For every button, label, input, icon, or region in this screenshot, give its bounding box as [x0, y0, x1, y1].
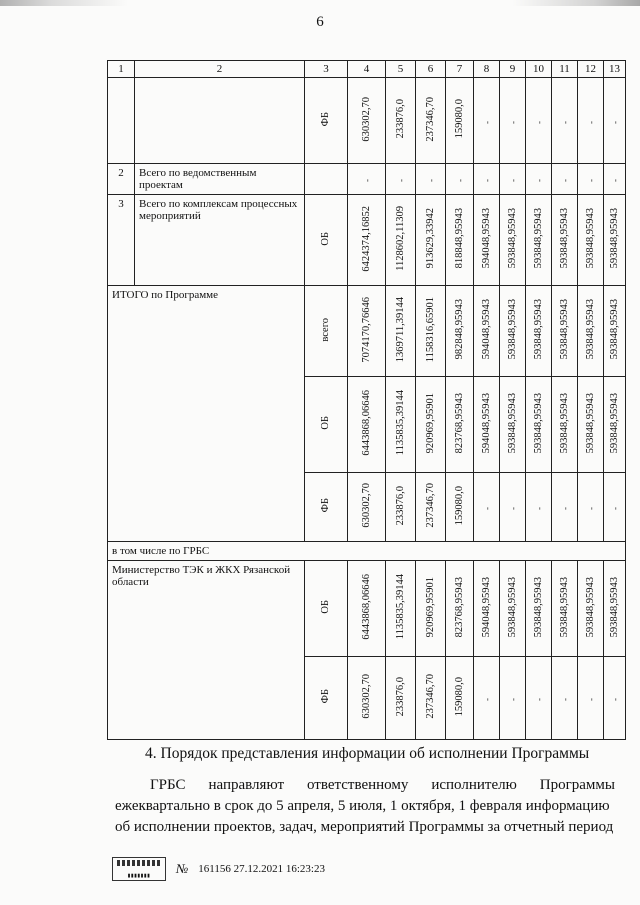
amount-cell-text: -	[454, 179, 465, 182]
amount-cell	[552, 473, 578, 542]
amount-cell-text: 593848,95943	[558, 392, 570, 454]
amount-cell-text: 1135835,39144	[394, 390, 406, 456]
amount-cell	[446, 78, 474, 164]
grbs-label: в том числе по ГРБС	[108, 542, 626, 561]
amount-cell-text: 233876,0	[394, 676, 406, 717]
amount-cell-text: -	[507, 120, 518, 124]
amount-cell-text: 594048,95943	[480, 299, 492, 360]
funding-source-text: ФБ	[320, 111, 331, 127]
amount-cell	[552, 164, 578, 195]
amount-cell	[474, 78, 500, 164]
ministry-label: Министерство ТЭК и ЖКХ Рязанской области	[108, 561, 305, 740]
funding-source	[305, 657, 348, 740]
amount-cell	[552, 377, 578, 473]
amount-cell-text: -	[481, 120, 492, 124]
document-registration-info: 161156 27.12.2021 16:23:23	[198, 863, 325, 875]
amount-cell-text: 593848,95943	[532, 576, 544, 638]
amount-cell	[416, 164, 446, 195]
amount-cell-text: 593848,95943	[608, 392, 620, 454]
amount-cell	[526, 78, 552, 164]
header-col-2: 2	[135, 61, 305, 78]
amount-cell	[416, 78, 446, 164]
program-finance-table	[107, 60, 626, 740]
amount-cell	[500, 657, 526, 740]
amount-cell	[604, 473, 626, 542]
funding-source	[305, 473, 348, 542]
amount-cell-text: 6443868,06646	[360, 574, 372, 640]
amount-cell	[348, 657, 386, 740]
amount-cell	[578, 164, 604, 195]
funding-source	[305, 286, 348, 377]
amount-cell-text: -	[609, 120, 620, 124]
funding-source	[305, 78, 348, 164]
amount-cell-text: 7074170,76646	[360, 296, 372, 363]
row-label: Всего по комплексам процессных мероприятий	[135, 195, 305, 286]
amount-cell	[578, 473, 604, 542]
table-row	[108, 78, 626, 164]
amount-cell-text: 593848,95943	[584, 392, 596, 454]
amount-cell	[348, 286, 386, 377]
paragraph-line-2: ежеквартально в срок до 5 апреля, 5 июля, 1 октября, 1 февраля информацию	[115, 798, 610, 814]
amount-cell-text: 593848,95943	[506, 392, 518, 454]
amount-cell-text: 593848,95943	[506, 299, 518, 360]
amount-cell	[386, 377, 416, 473]
funding-source-text: ОБ	[320, 416, 331, 430]
amount-cell	[474, 377, 500, 473]
paragraph-line-1	[115, 775, 615, 796]
amount-cell	[446, 473, 474, 542]
amount-cell	[552, 195, 578, 286]
amount-cell-text: 159080,0	[453, 99, 465, 139]
amount-cell	[552, 657, 578, 740]
funding-source-text: ОБ	[320, 231, 331, 246]
amount-cell-text: -	[507, 179, 518, 182]
header-col-13: 13	[604, 61, 626, 78]
amount-cell	[386, 195, 416, 286]
amount-cell-text: 1135835,39144	[394, 574, 406, 640]
funding-source	[305, 164, 348, 195]
amount-cell-text: 593848,95943	[608, 299, 620, 360]
amount-cell	[446, 377, 474, 473]
amount-cell-text: 593848,95943	[506, 576, 518, 638]
amount-cell-text: 593848,95943	[558, 576, 570, 638]
amount-cell-text: 982848,95943	[453, 299, 465, 360]
amount-cell-text: -	[533, 507, 544, 510]
amount-cell	[348, 377, 386, 473]
amount-cell	[604, 164, 626, 195]
amount-cell-text: -	[533, 698, 544, 701]
amount-cell	[446, 286, 474, 377]
amount-cell	[348, 561, 386, 657]
amount-cell-text: 237346,70	[424, 674, 436, 719]
amount-cell	[386, 78, 416, 164]
amount-cell	[552, 78, 578, 164]
header-col-11: 11	[552, 61, 578, 78]
amount-cell-text: 920969,95901	[424, 576, 436, 638]
amount-cell-text: -	[559, 698, 570, 701]
document-footer	[112, 857, 325, 881]
amount-cell-text: -	[533, 120, 544, 124]
amount-cell	[474, 286, 500, 377]
amount-cell-text: -	[559, 120, 570, 124]
paragraph-word: направляют	[208, 777, 285, 793]
amount-cell	[578, 561, 604, 657]
amount-cell-text: -	[425, 179, 436, 182]
amount-cell	[552, 286, 578, 377]
paragraph-word: ответственному	[306, 777, 409, 793]
header-row	[108, 61, 626, 78]
amount-cell-text: -	[361, 179, 372, 182]
amount-cell	[578, 657, 604, 740]
amount-cell-text: -	[481, 698, 492, 701]
amount-cell-text: 237346,70	[424, 96, 436, 142]
amount-cell-text: 593848,95943	[584, 576, 596, 638]
amount-cell	[500, 286, 526, 377]
page-number: 6	[316, 14, 324, 30]
amount-cell	[500, 164, 526, 195]
amount-cell-text: -	[585, 698, 596, 701]
amount-cell-text: -	[609, 698, 620, 701]
amount-cell-text: -	[507, 507, 518, 510]
paragraph-line-3: об исполнении проектов, задач, мероприятий Программы за отчетный период	[115, 819, 614, 835]
amount-cell-text: -	[609, 507, 620, 510]
amount-cell-text: 1369711,39144	[394, 296, 406, 363]
amount-cell	[578, 377, 604, 473]
amount-cell	[348, 473, 386, 542]
amount-cell	[604, 78, 626, 164]
amount-cell	[578, 286, 604, 377]
amount-cell-text: -	[559, 179, 570, 182]
amount-cell	[526, 195, 552, 286]
amount-cell-text: 593848,95943	[584, 299, 596, 360]
grbs-row	[108, 542, 626, 561]
amount-cell-text: 593848,95943	[558, 299, 570, 360]
header-col-8: 8	[474, 61, 500, 78]
header-col-3: 3	[305, 61, 348, 78]
amount-cell	[348, 164, 386, 195]
section-paragraph	[115, 775, 615, 838]
funding-source	[305, 195, 348, 286]
amount-cell-text: 593848,95943	[532, 208, 544, 269]
header-col-5: 5	[386, 61, 416, 78]
ministry-row	[108, 561, 626, 657]
header-col-10: 10	[526, 61, 552, 78]
header-col-6: 6	[416, 61, 446, 78]
amount-cell	[604, 195, 626, 286]
row-label: Всего по ведомственным проектам	[135, 164, 305, 195]
amount-cell	[500, 561, 526, 657]
amount-cell	[604, 286, 626, 377]
amount-cell	[500, 195, 526, 286]
amount-cell-text: -	[507, 698, 518, 701]
amount-cell-text: 920969,95901	[424, 392, 436, 454]
amount-cell	[446, 657, 474, 740]
amount-cell-text: 1128602,11309	[394, 206, 406, 271]
amount-cell-text: 233876,0	[394, 99, 406, 139]
amount-cell	[474, 561, 500, 657]
funding-source	[305, 377, 348, 473]
amount-cell-text: -	[533, 179, 544, 182]
amount-cell	[500, 78, 526, 164]
amount-cell-text: 913629,33942	[424, 208, 436, 269]
amount-cell-text: 823768,95943	[453, 576, 465, 638]
amount-cell-text: -	[395, 179, 406, 182]
amount-cell	[416, 561, 446, 657]
number-mark: №	[176, 861, 189, 876]
amount-cell	[386, 286, 416, 377]
header-col-9: 9	[500, 61, 526, 78]
amount-cell	[500, 377, 526, 473]
amount-cell	[348, 195, 386, 286]
itogo-label: ИТОГО по Программе	[108, 286, 305, 542]
header-col-12: 12	[578, 61, 604, 78]
amount-cell	[526, 657, 552, 740]
row-number: 3	[108, 195, 135, 286]
amount-cell-text: 593848,95943	[532, 299, 544, 360]
amount-cell	[386, 473, 416, 542]
header-col-4: 4	[348, 61, 386, 78]
amount-cell-text: -	[609, 179, 620, 182]
amount-cell-text: 594048,95943	[480, 392, 492, 454]
amount-cell-text: 159080,0	[453, 485, 465, 526]
amount-cell-text: 159080,0	[453, 676, 465, 717]
itogo-row	[108, 286, 626, 377]
row-number: 2	[108, 164, 135, 195]
amount-cell-text: -	[585, 120, 596, 124]
amount-cell	[526, 286, 552, 377]
row-label	[135, 78, 305, 164]
amount-cell-text: -	[559, 507, 570, 510]
amount-cell	[386, 561, 416, 657]
amount-cell	[604, 561, 626, 657]
amount-cell	[386, 164, 416, 195]
amount-cell	[474, 164, 500, 195]
amount-cell-text: 630302,70	[360, 483, 372, 528]
amount-cell-text: 593848,95943	[532, 392, 544, 454]
amount-cell-text: -	[585, 179, 596, 182]
amount-cell-text: 594048,95943	[480, 576, 492, 638]
paragraph-word: исполнителю	[431, 777, 517, 793]
building-stamp-icon: ▮▮▮▮▮▮▮	[112, 857, 166, 881]
amount-cell-text: 593848,95943	[506, 208, 518, 269]
amount-cell-text: 630302,70	[360, 674, 372, 719]
funding-source-text: ОБ	[320, 600, 331, 614]
amount-cell-text: 233876,0	[394, 485, 406, 526]
paragraph-word: Программы	[539, 777, 615, 793]
amount-cell	[526, 473, 552, 542]
amount-cell-text: 237346,70	[424, 483, 436, 528]
amount-cell	[474, 473, 500, 542]
row-number	[108, 78, 135, 164]
amount-cell	[526, 561, 552, 657]
table-row	[108, 195, 626, 286]
amount-cell	[552, 561, 578, 657]
amount-cell	[416, 377, 446, 473]
amount-cell-text: 6443868,06646	[360, 390, 372, 456]
amount-cell-text: -	[481, 507, 492, 510]
amount-cell-text: 594048,95943	[480, 208, 492, 269]
amount-cell	[500, 473, 526, 542]
amount-cell-text: 1158316,65901	[424, 296, 436, 363]
amount-cell	[348, 78, 386, 164]
amount-cell	[474, 657, 500, 740]
amount-cell-text: 6424374,16852	[360, 205, 372, 272]
amount-cell	[416, 473, 446, 542]
amount-cell-text: 593848,95943	[608, 208, 620, 269]
amount-cell	[416, 286, 446, 377]
amount-cell	[474, 195, 500, 286]
amount-cell-text: 818848,95943	[453, 208, 465, 269]
amount-cell	[604, 377, 626, 473]
amount-cell	[578, 78, 604, 164]
table-row	[108, 164, 626, 195]
amount-cell	[446, 195, 474, 286]
funding-source-text: всего	[320, 317, 331, 342]
header-col-7: 7	[446, 61, 474, 78]
amount-cell	[446, 164, 474, 195]
amount-cell	[416, 657, 446, 740]
amount-cell-text: -	[585, 507, 596, 510]
amount-cell-text: 823768,95943	[453, 392, 465, 454]
section-title: 4. Порядок представления информации об исполнении Программы	[145, 745, 590, 762]
amount-cell	[526, 377, 552, 473]
amount-cell	[386, 657, 416, 740]
amount-cell	[416, 195, 446, 286]
amount-cell-text: 593848,95943	[558, 208, 570, 269]
funding-source-text: ФБ	[320, 689, 331, 704]
header-col-1: 1	[108, 61, 135, 78]
amount-cell	[446, 561, 474, 657]
scan-edge	[0, 0, 640, 6]
amount-cell	[604, 657, 626, 740]
amount-cell-text: 593848,95943	[584, 208, 596, 269]
paragraph-word: ГРБС	[150, 777, 186, 793]
amount-cell	[526, 164, 552, 195]
funding-source	[305, 561, 348, 657]
amount-cell-text: 593848,95943	[608, 576, 620, 638]
amount-cell-text: 630302,70	[360, 96, 372, 142]
amount-cell	[578, 195, 604, 286]
funding-source-text: ФБ	[320, 498, 331, 513]
amount-cell-text: -	[481, 179, 492, 182]
